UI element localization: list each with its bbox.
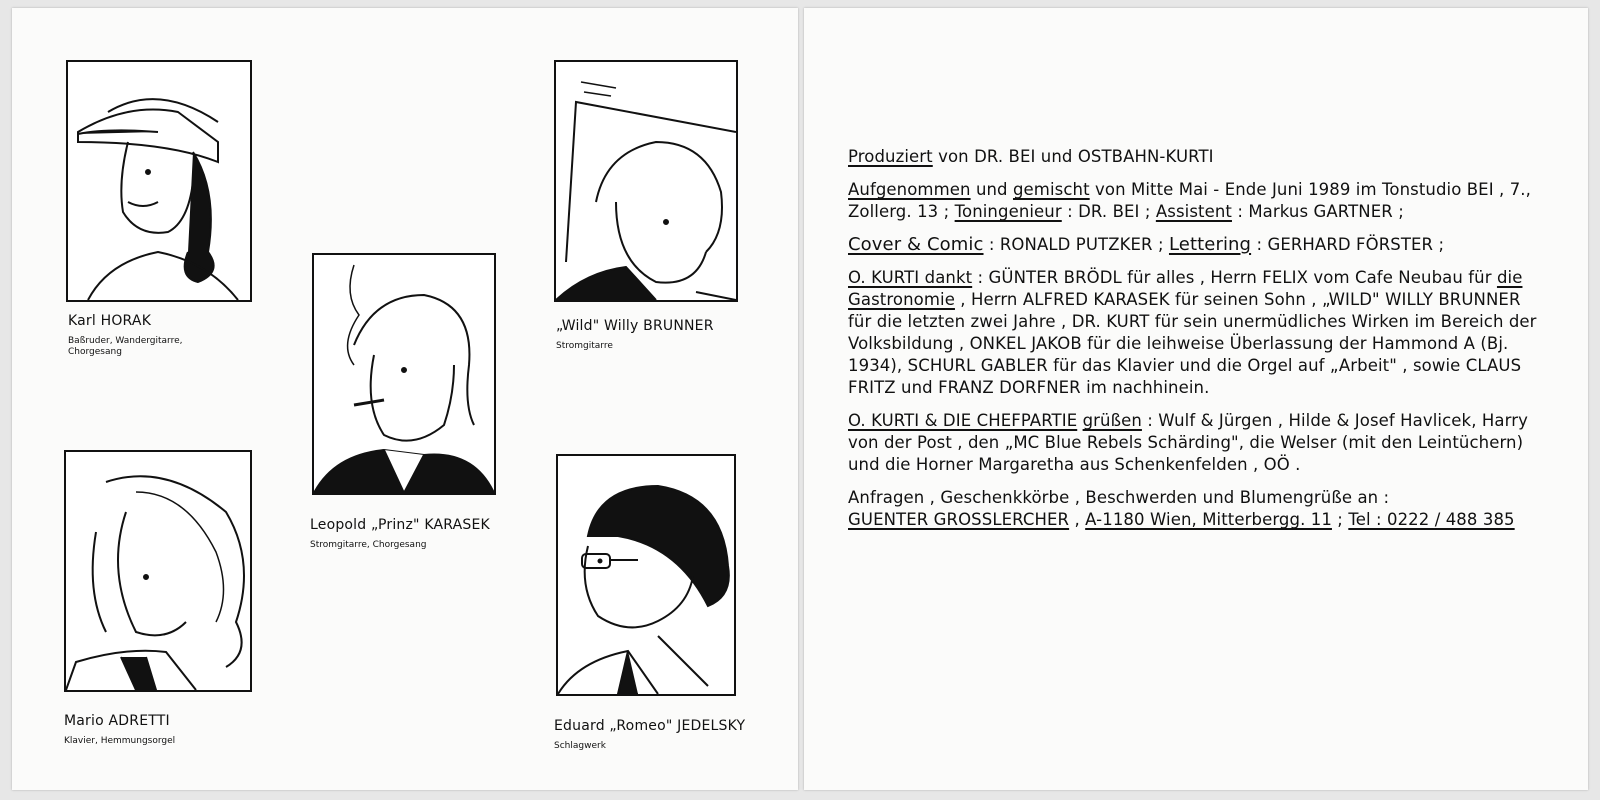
engineer-text: : DR. BEI ; (1061, 202, 1156, 221)
lettering-text: : GERHARD FÖRSTER ; (1251, 235, 1445, 254)
portrait-adretti-icon (64, 450, 252, 692)
credits-requests (848, 487, 1548, 531)
credits-recorded (848, 179, 1548, 223)
contact-sep: , (1069, 510, 1086, 529)
produced-text: von DR. BEI und OSTBAHN-KURTI (932, 147, 1214, 166)
credits-block (848, 146, 1548, 531)
musician-name: Karl HORAK (68, 313, 152, 329)
assistant-label: Assistent (1155, 202, 1232, 221)
contact-address: A-1180 Wien, Mitterbergg. 11 (1085, 510, 1332, 529)
portrait-horak-icon (66, 60, 252, 302)
recorded-label: Aufgenommen (848, 180, 971, 199)
musician-role: Baßruder, Wandergitarre, Chorgesang (68, 336, 183, 357)
credits-cover (848, 234, 1548, 256)
musician-role: Klavier, Hemmungsorgel (64, 736, 176, 746)
right-page (804, 8, 1588, 790)
portrait-jedelsky-icon (556, 454, 736, 696)
credits-thanks (848, 267, 1548, 399)
thanks-label: O. KURTI dankt (848, 268, 973, 287)
musician-name: Eduard „Romeo" JEDELSKY (554, 718, 746, 734)
recorded-and: und (970, 180, 1013, 199)
credits-greets (848, 410, 1548, 476)
engineer-label: Toningenieur (954, 202, 1062, 221)
thanks-text-2: , Herrn ALFRED KARASEK für seinen Sohn , „WILD" WILLY BRUNNER für die letzten zwei Jahre , DR. KURT für sein unermüdliches Wirken im Bereich der Volksbildung , ONKEL JAKOB für die leihweise Überlassung der Hammond A (Bj. 1934), SCHURL GABLER für das Klavier und die Orgel auf „Arbeit" , sowie CLAUS FRITZ und FRANZ DORFNER im nachhinein. (848, 290, 1537, 397)
left-page (12, 8, 798, 790)
greets-label: O. KURTI & DIE CHEFPARTIE (848, 411, 1078, 430)
cover-text: : RONALD PUTZKER ; (983, 235, 1169, 254)
contact-name: GUENTER GROSSLERCHER (848, 510, 1070, 529)
assistant-text: : Markus GARTNER ; (1231, 202, 1404, 221)
musician-name: Leopold „Prinz" KARASEK (310, 517, 490, 533)
lettering-label: Lettering (1168, 234, 1252, 255)
musician-name: Mario ADRETTI (64, 713, 170, 729)
recorded-text: von Mitte Mai - Ende Juni 1989 im Tonstudio BEI , 7., Zollerg. 13 ; (848, 180, 1531, 221)
greets-verb: grüßen (1082, 411, 1142, 430)
portrait-karasek-icon (312, 253, 496, 495)
musician-role: Schlagwerk (554, 741, 606, 751)
contact-tel: Tel : 0222 / 488 385 (1348, 510, 1515, 529)
gastro-label: die Gastronomie (848, 268, 1523, 309)
produced-label: Produziert (848, 147, 933, 166)
greets-text: : Wulf & Jürgen , Hilde & Josef Havlicek, Harry von der Post , den „MC Blue Rebels Schärding", die Welser (mit den Leintüchern) und die Horner Margaretha aus Schenkenfelden , OÖ . (848, 411, 1528, 474)
cover-label: Cover & Comic (848, 234, 984, 255)
musician-role: Stromgitarre, Chorgesang (310, 540, 427, 550)
credits-produced (848, 146, 1548, 168)
portrait-brunner-icon (554, 60, 738, 302)
musician-name: „Wild" Willy BRUNNER (556, 318, 714, 334)
thanks-text-1: : GÜNTER BRÖDL für alles , Herrn FELIX vom Cafe Neubau für (972, 268, 1497, 287)
musician-role: Stromgitarre (556, 341, 613, 351)
contact-sep2: ; (1331, 510, 1349, 529)
requests-text: Anfragen , Geschenkkörbe , Beschwerden und Blumengrüße an : (848, 488, 1390, 507)
mixed-label: gemischt (1012, 180, 1090, 199)
